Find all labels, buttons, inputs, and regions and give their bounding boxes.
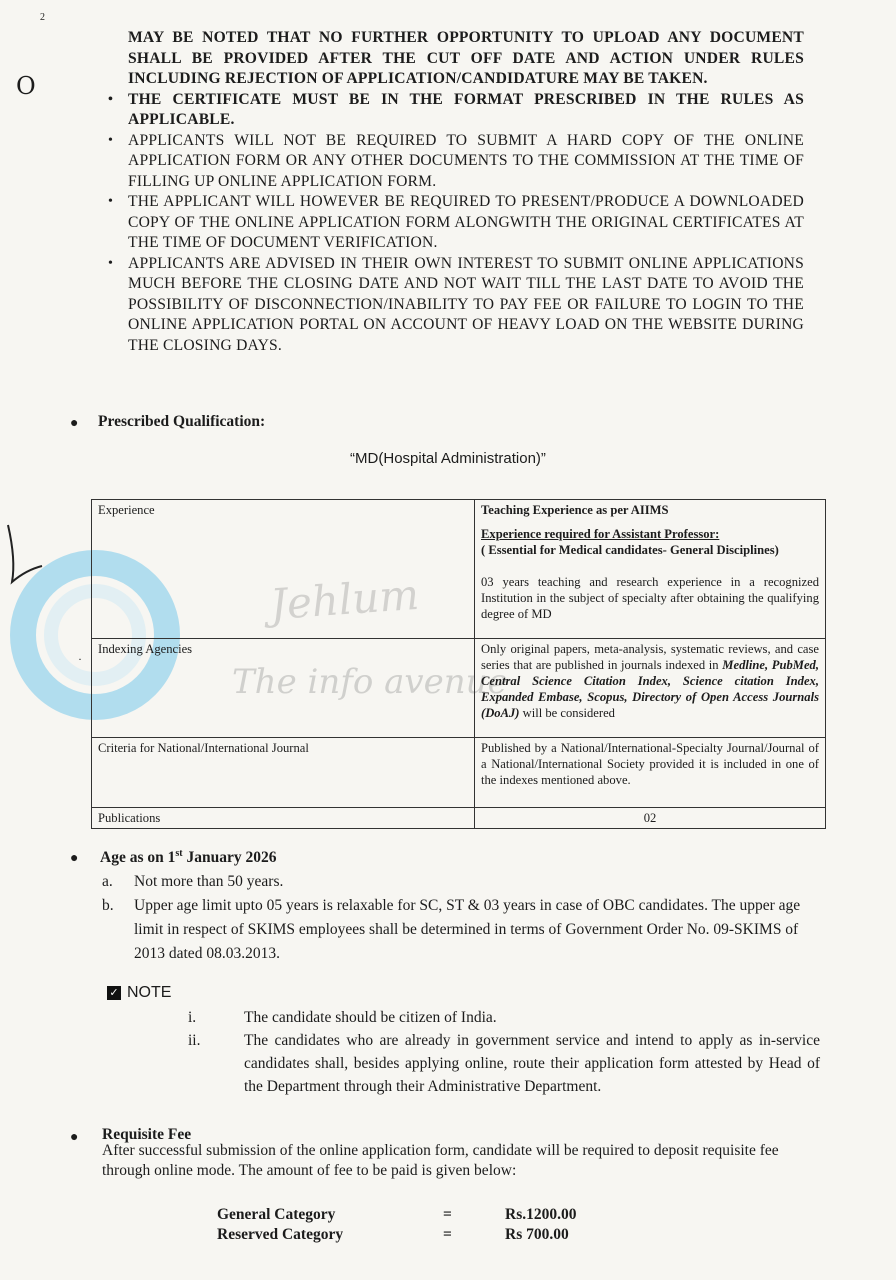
instruction-item: • THE CERTIFICATE MUST BE IN THE FORMAT PRESCRIBED IN THE RULES AS APPLICABLE. bbox=[128, 90, 804, 131]
fee-row bbox=[217, 1225, 576, 1245]
fee-equals: = bbox=[443, 1206, 452, 1223]
fee-category: General Category bbox=[217, 1206, 336, 1223]
note-label: NOTE bbox=[127, 984, 172, 1002]
stray-mark: · bbox=[78, 652, 82, 666]
age-list bbox=[102, 870, 822, 966]
experience-value bbox=[475, 500, 826, 639]
qualification-heading: Prescribed Qualification: bbox=[98, 413, 266, 430]
list-item-label: a. bbox=[102, 873, 113, 890]
experience-sub: Experience required for Assistant Professor: bbox=[481, 527, 720, 541]
fee-table bbox=[217, 1205, 576, 1245]
experience-note: ( Essential for Medical candidates- General Disciplines) bbox=[481, 543, 779, 557]
experience-detail: 03 years teaching and research experience in a recognized Institution in the subject of specialty after obtaining the qualifying degree of MD bbox=[481, 575, 819, 621]
fee-description: After successful submission of the online application form, candidate will be required to deposit requisite fee through online mode. The amount of fee to be paid is given below: bbox=[102, 1142, 779, 1179]
note-header bbox=[107, 984, 171, 1002]
age-heading-prefix: Age as on 1 bbox=[100, 849, 176, 867]
watermark-text-tagline: The info avenue bbox=[232, 662, 508, 702]
fee-amount: Rs.1200.00 bbox=[505, 1206, 577, 1223]
table-row bbox=[92, 738, 826, 808]
experience-label: Experience bbox=[92, 500, 475, 639]
publications-label: Publications bbox=[92, 808, 475, 829]
bullet-icon: ● bbox=[70, 1130, 79, 1145]
age-heading-sup: st bbox=[175, 848, 183, 859]
instruction-item: • APPLICANTS WILL NOT BE REQUIRED TO SUBMIT A HARD COPY OF THE ONLINE APPLICATION FORM OR ANY OTHER DOCUMENTS TO THE COMMISSION AT THE TIME OF FILLING UP ONLINE APPLICATION FORM. bbox=[128, 131, 804, 193]
checkbox-icon: ✓ bbox=[107, 986, 121, 1000]
list-item-label: b. bbox=[102, 897, 114, 914]
list-item-text: The candidates who are already in government service and intend to apply as in-service candidates shall, besides applying online, route their application form attested by Head of the Department through their Administrative Department. bbox=[244, 1032, 820, 1095]
criteria-value: Published by a National/International-Specialty Journal/Journal of a National/International Society provided it is included in one of the indexes mentioned above. bbox=[475, 738, 826, 808]
table-row bbox=[92, 808, 826, 829]
note-list bbox=[188, 1006, 820, 1098]
bullet-icon: ● bbox=[70, 851, 79, 866]
watermark-text-name: Jehlum bbox=[268, 569, 421, 630]
page-corner-mark: 2 bbox=[40, 12, 45, 23]
fee-amount: Rs 700.00 bbox=[505, 1226, 569, 1243]
indexing-label: Indexing Agencies bbox=[92, 639, 475, 738]
list-item bbox=[188, 1029, 820, 1098]
indexing-intro: Only original papers, meta-analysis, systematic reviews, and case series that are published in journals indexed in bbox=[481, 642, 819, 672]
indexing-tail: will be considered bbox=[522, 706, 615, 720]
qualification-subtitle: “MD(Hospital Administration)” bbox=[350, 450, 546, 467]
experience-head: Teaching Experience as per AIIMS bbox=[481, 503, 669, 517]
publications-value: 02 bbox=[475, 808, 826, 829]
list-item bbox=[188, 1006, 820, 1029]
instruction-item: • APPLICANTS ARE ADVISED IN THEIR OWN INTEREST TO SUBMIT ONLINE APPLICATIONS MUCH BEFORE THE CLOSING DATE AND NOT WAIT TILL THE LAST DATE TO AVOID THE POSSIBILITY OF DISCONNECTION/INABILITY TO PAY FEE OR FAILURE TO LOGIN TO THE ONLINE APPLICATION PORTAL ON ACCOUNT OF HEAVY LOAD ON THE WEBSITE DURING THE CLOSING DAYS. bbox=[128, 254, 804, 357]
bullet-icon: ● bbox=[70, 416, 79, 431]
continued-instruction: MAY BE NOTED THAT NO FURTHER OPPORTUNITY TO UPLOAD ANY DOCUMENT SHALL BE PROVIDED AFTER THE CUT OFF DATE AND ACTION UNDER RULES INCLUDING REJECTION OF APPLICATION/CANDIDATURE MAY BE TAKEN. bbox=[128, 29, 804, 87]
criteria-label: Criteria for National/International Journal bbox=[92, 738, 475, 808]
table-row bbox=[92, 639, 826, 738]
instructions-block bbox=[128, 28, 804, 356]
list-item-label: ii. bbox=[188, 1032, 201, 1049]
list-item-text: Not more than 50 years. bbox=[134, 873, 284, 890]
list-item bbox=[102, 870, 822, 894]
handwritten-margin-note: O bbox=[16, 72, 36, 100]
instruction-item: • THE APPLICANT WILL HOWEVER BE REQUIRED TO PRESENT/PRODUCE A DOWNLOADED COPY OF THE ONLINE APPLICATION FORM ALONGWITH THE ORIGINAL CERTIFICATES AT THE TIME OF DOCUMENT VERIFICATION. bbox=[128, 192, 804, 254]
age-heading bbox=[100, 848, 276, 867]
fee-heading: Requisite Fee bbox=[102, 1126, 192, 1143]
handwritten-margin-stroke bbox=[0, 520, 50, 590]
instructions-list bbox=[128, 90, 804, 357]
list-item-text: The candidate should be citizen of India. bbox=[244, 1009, 497, 1026]
list-item-text: Upper age limit upto 05 years is relaxable for SC, ST & 03 years in case of OBC candidates. The upper age limit in respect of SKIMS employees shall be determined in terms of Government Order No. 09-SKIMS of 2013 dated 08.03.2013. bbox=[134, 897, 801, 962]
list-item bbox=[102, 894, 822, 966]
table-row bbox=[92, 500, 826, 639]
qualification-table bbox=[91, 499, 826, 829]
age-heading-suffix: January 2026 bbox=[182, 849, 277, 867]
fee-category: Reserved Category bbox=[217, 1226, 344, 1243]
indexing-value bbox=[475, 639, 826, 738]
indexing-agencies: Medline, PubMed, Central Science Citation Index, Science citation Index, Expanded Embase, Scopus, Directory of Open Access Journals (DoAJ) bbox=[481, 658, 819, 720]
list-item-label: i. bbox=[188, 1009, 197, 1026]
fee-row bbox=[217, 1205, 576, 1225]
fee-equals: = bbox=[443, 1226, 452, 1243]
